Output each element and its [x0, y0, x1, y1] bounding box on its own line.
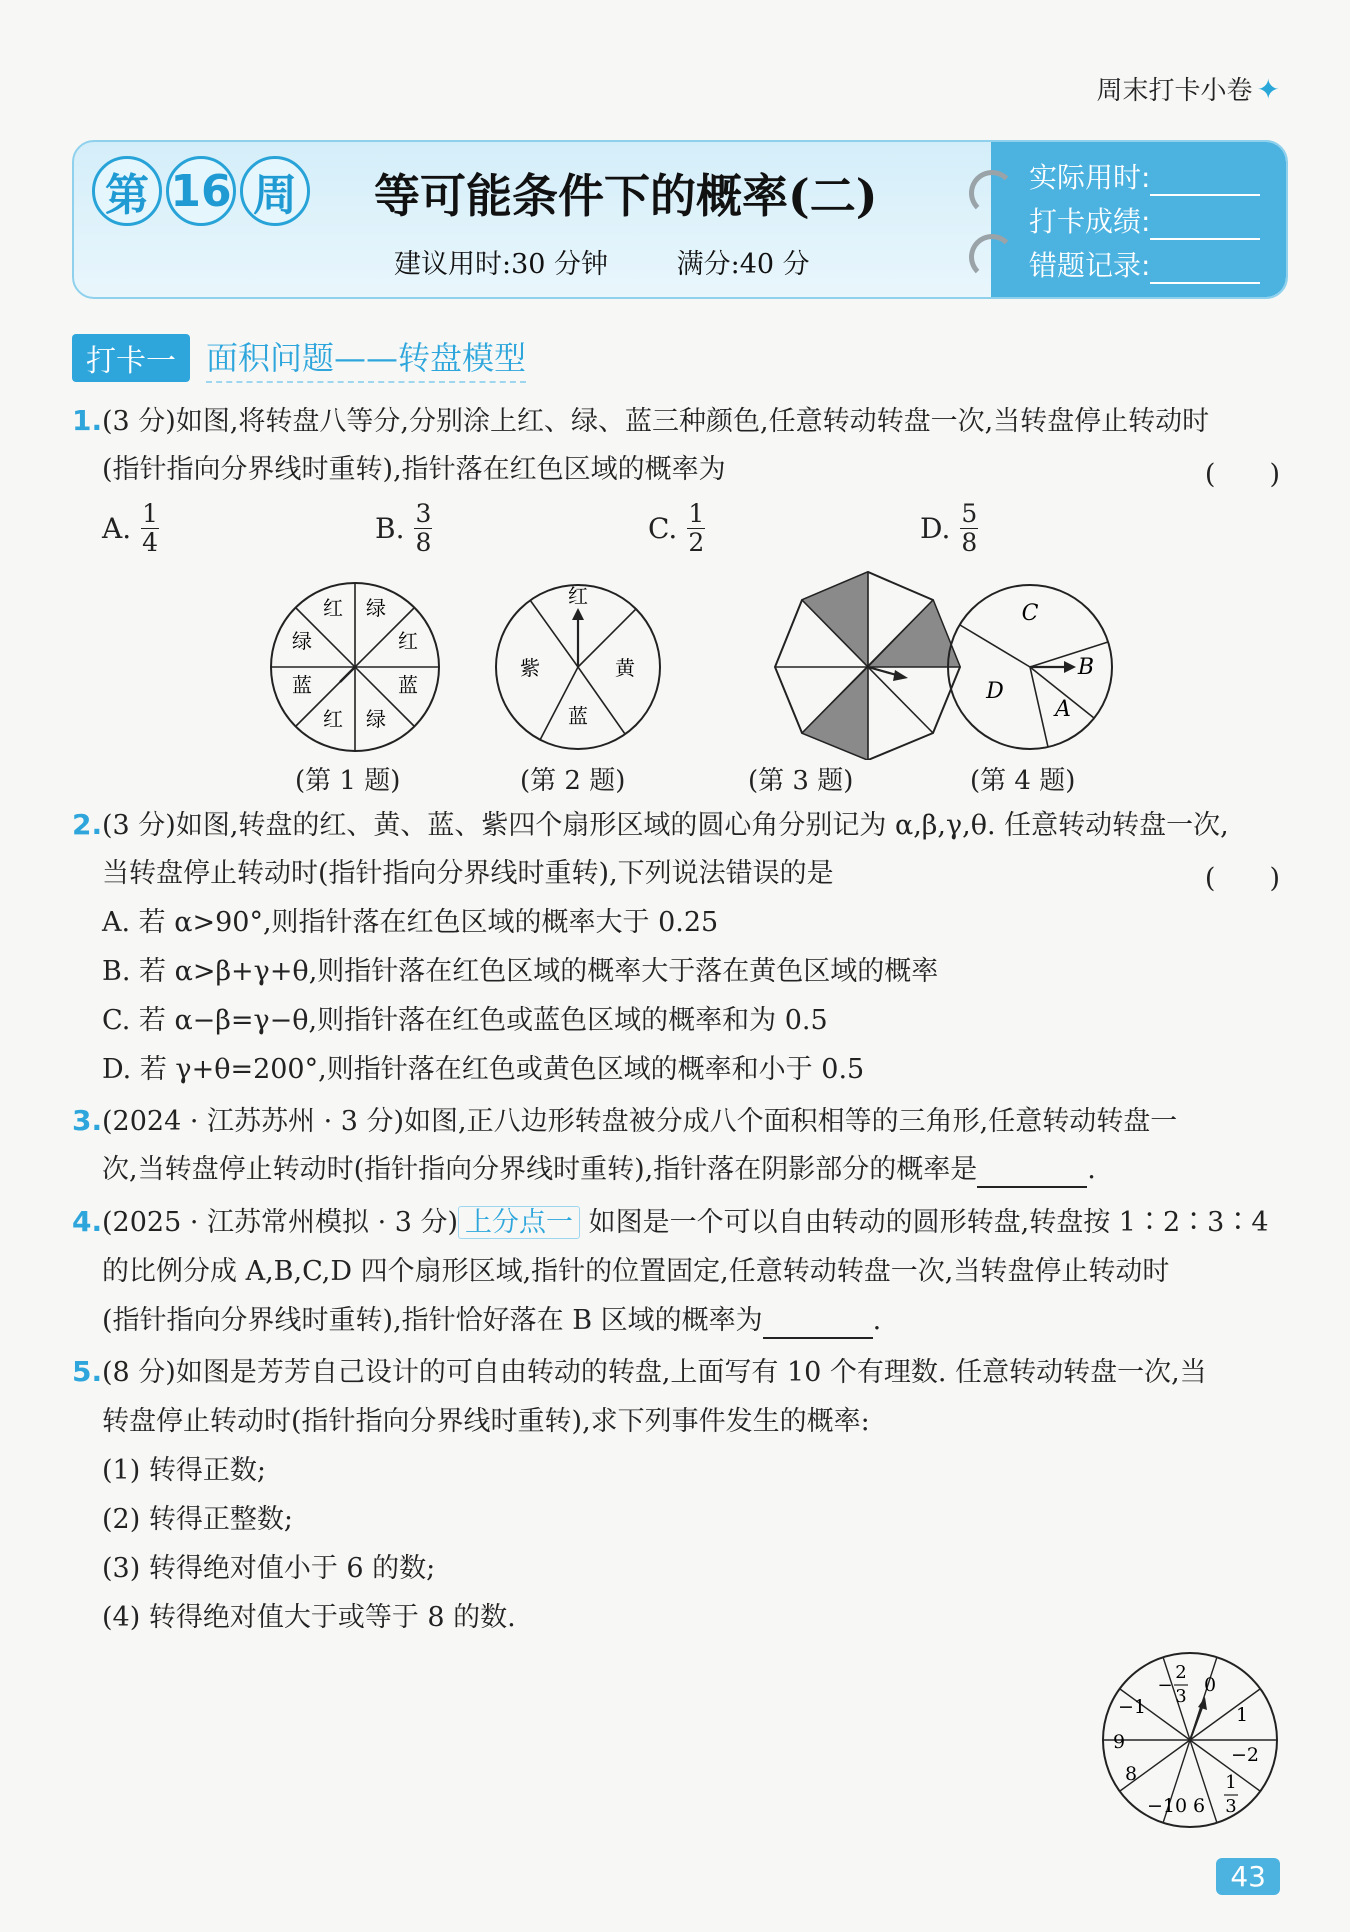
denominator: 4: [142, 528, 159, 557]
week-number: 16: [166, 156, 236, 226]
wheel-value: 6: [1192, 1795, 1206, 1817]
question-number: 2.: [72, 808, 103, 841]
wheel-frac-den: 3: [1175, 1686, 1187, 1707]
wheel-frac-sign: −: [1157, 1675, 1173, 1696]
ring-hook-icon: [969, 234, 1015, 280]
record-label: 错题记录:: [1029, 249, 1151, 282]
record-blank[interactable]: [1150, 170, 1260, 196]
q2-option-b[interactable]: B. 若 α>β+γ+θ,则指针落在红色区域的概率大于落在黄色区域的概率: [102, 956, 939, 987]
q2-option-a[interactable]: A. 若 α>90°,则指针落在红色区域的概率大于 0.25: [102, 907, 719, 938]
q1-option-c[interactable]: [648, 500, 705, 557]
wheel-frac-num: 1: [1225, 1772, 1237, 1793]
q4-source: (2025 · 江苏常州模拟 · 3 分): [102, 1207, 459, 1238]
q4-line3: [102, 1303, 881, 1339]
sector-label: 紫: [520, 656, 540, 680]
q2-line1: (3 分)如图,转盘的红、黄、蓝、紫四个扇形区域的圆心角分别记为 α,β,γ,θ. 任意转动转盘一次,: [102, 810, 1229, 841]
numerator: 3: [415, 499, 432, 528]
answer-paren[interactable]: ( ): [1204, 863, 1280, 894]
period: .: [1087, 1154, 1096, 1185]
q4-line2: 的比例分成 A,B,C,D 四个扇形区域,指针的位置固定,任意转动转盘一次,当转盘停止转动时: [102, 1256, 1170, 1287]
week-char: 第: [92, 156, 162, 226]
figures-row: [0, 570, 1350, 760]
option-label: C.: [648, 512, 678, 545]
question-number: 1.: [72, 404, 103, 437]
sector-label: 蓝: [398, 673, 418, 697]
wheel-frac-num: 2: [1175, 1662, 1187, 1683]
sector-label: 红: [323, 596, 343, 620]
q5-line2: 转盘停止转动时(指针指向分界线时重转),求下列事件发生的概率:: [102, 1406, 870, 1437]
spinner-figure-3: [775, 572, 960, 760]
option-label: B.: [375, 512, 405, 545]
q1-option-d[interactable]: [920, 500, 978, 557]
q3-line2: [102, 1152, 1096, 1188]
bonus-tag: 上分点一: [458, 1206, 580, 1239]
sector-label: 红: [323, 707, 343, 731]
numerator: 5: [961, 499, 978, 528]
page-number: 43: [1216, 1858, 1280, 1895]
record-blank[interactable]: [1150, 258, 1260, 284]
q1-option-a[interactable]: [102, 500, 159, 557]
q4-line1-text: 如图是一个可以自由转动的圆形转盘,转盘按 1∶2∶3∶4: [588, 1207, 1269, 1238]
q2-option-c[interactable]: C. 若 α−β=γ−θ,则指针落在红色或蓝色区域的概率和为 0.5: [102, 1005, 828, 1036]
q3-line2-text: 次,当转盘停止转动时(指针指向分界线时重转),指针落在阴影部分的概率是: [102, 1154, 978, 1185]
sector-label: D: [986, 679, 1004, 704]
sector-label: 红: [398, 629, 418, 653]
q1-option-b[interactable]: [375, 500, 432, 557]
figure-caption: (第 1 题): [295, 766, 401, 796]
q5-part-4: (4) 转得绝对值大于或等于 8 的数.: [102, 1602, 516, 1633]
option-label: D.: [920, 512, 951, 545]
spinner-figure-4: [948, 585, 1112, 749]
denominator: 8: [961, 528, 978, 557]
q2-option-d[interactable]: D. 若 γ+θ=200°,则指针落在红色或黄色区域的概率和小于 0.5: [102, 1054, 865, 1085]
sector-label: C: [1021, 601, 1039, 626]
wheel-value: −2: [1230, 1744, 1260, 1766]
sector-label: 绿: [366, 596, 386, 620]
q5-part-2: (2) 转得正整数;: [102, 1504, 293, 1535]
figure-caption: (第 3 题): [748, 766, 854, 796]
page-title: 等可能条件下的概率(二): [374, 169, 878, 223]
q1-line2: (指针指向分界线时重转),指针落在红色区域的概率为: [102, 454, 726, 485]
corner-label-text: 周末打卡小卷: [1096, 76, 1253, 106]
corner-label: [1097, 70, 1280, 107]
fraction: [960, 500, 978, 557]
q1-line1: (3 分)如图,将转盘八等分,分别涂上红、绿、蓝三种颜色,任意转动转盘一次,当转盘停止转动时: [102, 406, 1210, 437]
suggested-time: 建议用时:30 分钟: [394, 249, 609, 280]
record-label: 打卡成绩:: [1029, 205, 1151, 238]
q5-part-3: (3) 转得绝对值小于 6 的数;: [102, 1553, 436, 1584]
wheel-value: 9: [1112, 1731, 1126, 1753]
wheel-frac-den: 3: [1225, 1796, 1237, 1817]
fraction: [414, 500, 432, 557]
spinner-figure-2: [496, 584, 660, 749]
sector-label: 蓝: [568, 704, 588, 728]
section-header: [72, 333, 526, 383]
week-badge: [92, 156, 310, 226]
sparkle-icon: ✦: [1256, 73, 1280, 106]
denominator: 2: [688, 528, 705, 557]
answer-blank[interactable]: [763, 1313, 873, 1339]
question-number: 5.: [72, 1355, 103, 1388]
week-char: 周: [240, 156, 310, 226]
full-score: 满分:40 分: [676, 249, 810, 280]
q2-line2: 当转盘停止转动时(指针指向分界线时重转),下列说法错误的是: [102, 858, 834, 889]
title-banner: [72, 140, 1288, 299]
record-actual-time: [1029, 156, 1260, 196]
wheel-value: 8: [1124, 1763, 1138, 1785]
section-title: 面积问题——转盘模型: [206, 333, 526, 383]
spinner-figure-1: [271, 583, 439, 751]
q5-spinner-figure: [1095, 1645, 1285, 1835]
record-score: [1029, 200, 1260, 240]
answer-paren[interactable]: ( ): [1204, 459, 1280, 490]
q5-part-1: (1) 转得正数;: [102, 1455, 266, 1486]
q4-line3-text: (指针指向分界线时重转),指针恰好落在 B 区域的概率为: [102, 1305, 763, 1336]
question-number: 4.: [72, 1205, 103, 1238]
q4-line1: [102, 1205, 1269, 1241]
sector-label: 绿: [366, 707, 386, 731]
wheel-value: 0: [1203, 1674, 1217, 1696]
sector-label: 黄: [615, 656, 635, 680]
figure-caption: (第 4 题): [970, 766, 1076, 796]
record-label: 实际用时:: [1029, 161, 1151, 194]
wheel-value: 1: [1235, 1704, 1249, 1726]
question-number: 3.: [72, 1104, 103, 1137]
denominator: 8: [415, 528, 432, 557]
sector-label: B: [1077, 655, 1095, 680]
option-label: A.: [102, 512, 132, 545]
record-blank[interactable]: [1150, 214, 1260, 240]
sector-label: 绿: [292, 629, 312, 653]
figure-caption: (第 2 题): [520, 766, 626, 796]
numerator: 1: [142, 499, 159, 528]
record-mistakes: [1029, 244, 1260, 284]
section-tag: 打卡一: [72, 334, 190, 382]
fraction: [687, 500, 705, 557]
ring-hook-icon: [969, 170, 1015, 216]
banner-meta: [394, 242, 870, 281]
period: .: [872, 1305, 882, 1336]
sector-label: 红: [568, 584, 588, 608]
answer-blank[interactable]: [977, 1162, 1087, 1188]
wheel-value: −1: [1117, 1696, 1147, 1718]
q3-line1: (2024 · 江苏苏州 · 3 分)如图,正八边形转盘被分成八个面积相等的三角形,任意转动转盘一: [102, 1106, 1178, 1137]
wheel-value: −10: [1146, 1795, 1188, 1817]
sector-label: 蓝: [292, 673, 312, 697]
q5-line1: (8 分)如图是芳芳自己设计的可自由转动的转盘,上面写有 10 个有理数. 任意转动转盘一次,当: [102, 1357, 1207, 1388]
sector-label: A: [1055, 697, 1071, 722]
fraction: [141, 500, 159, 557]
numerator: 1: [688, 499, 705, 528]
